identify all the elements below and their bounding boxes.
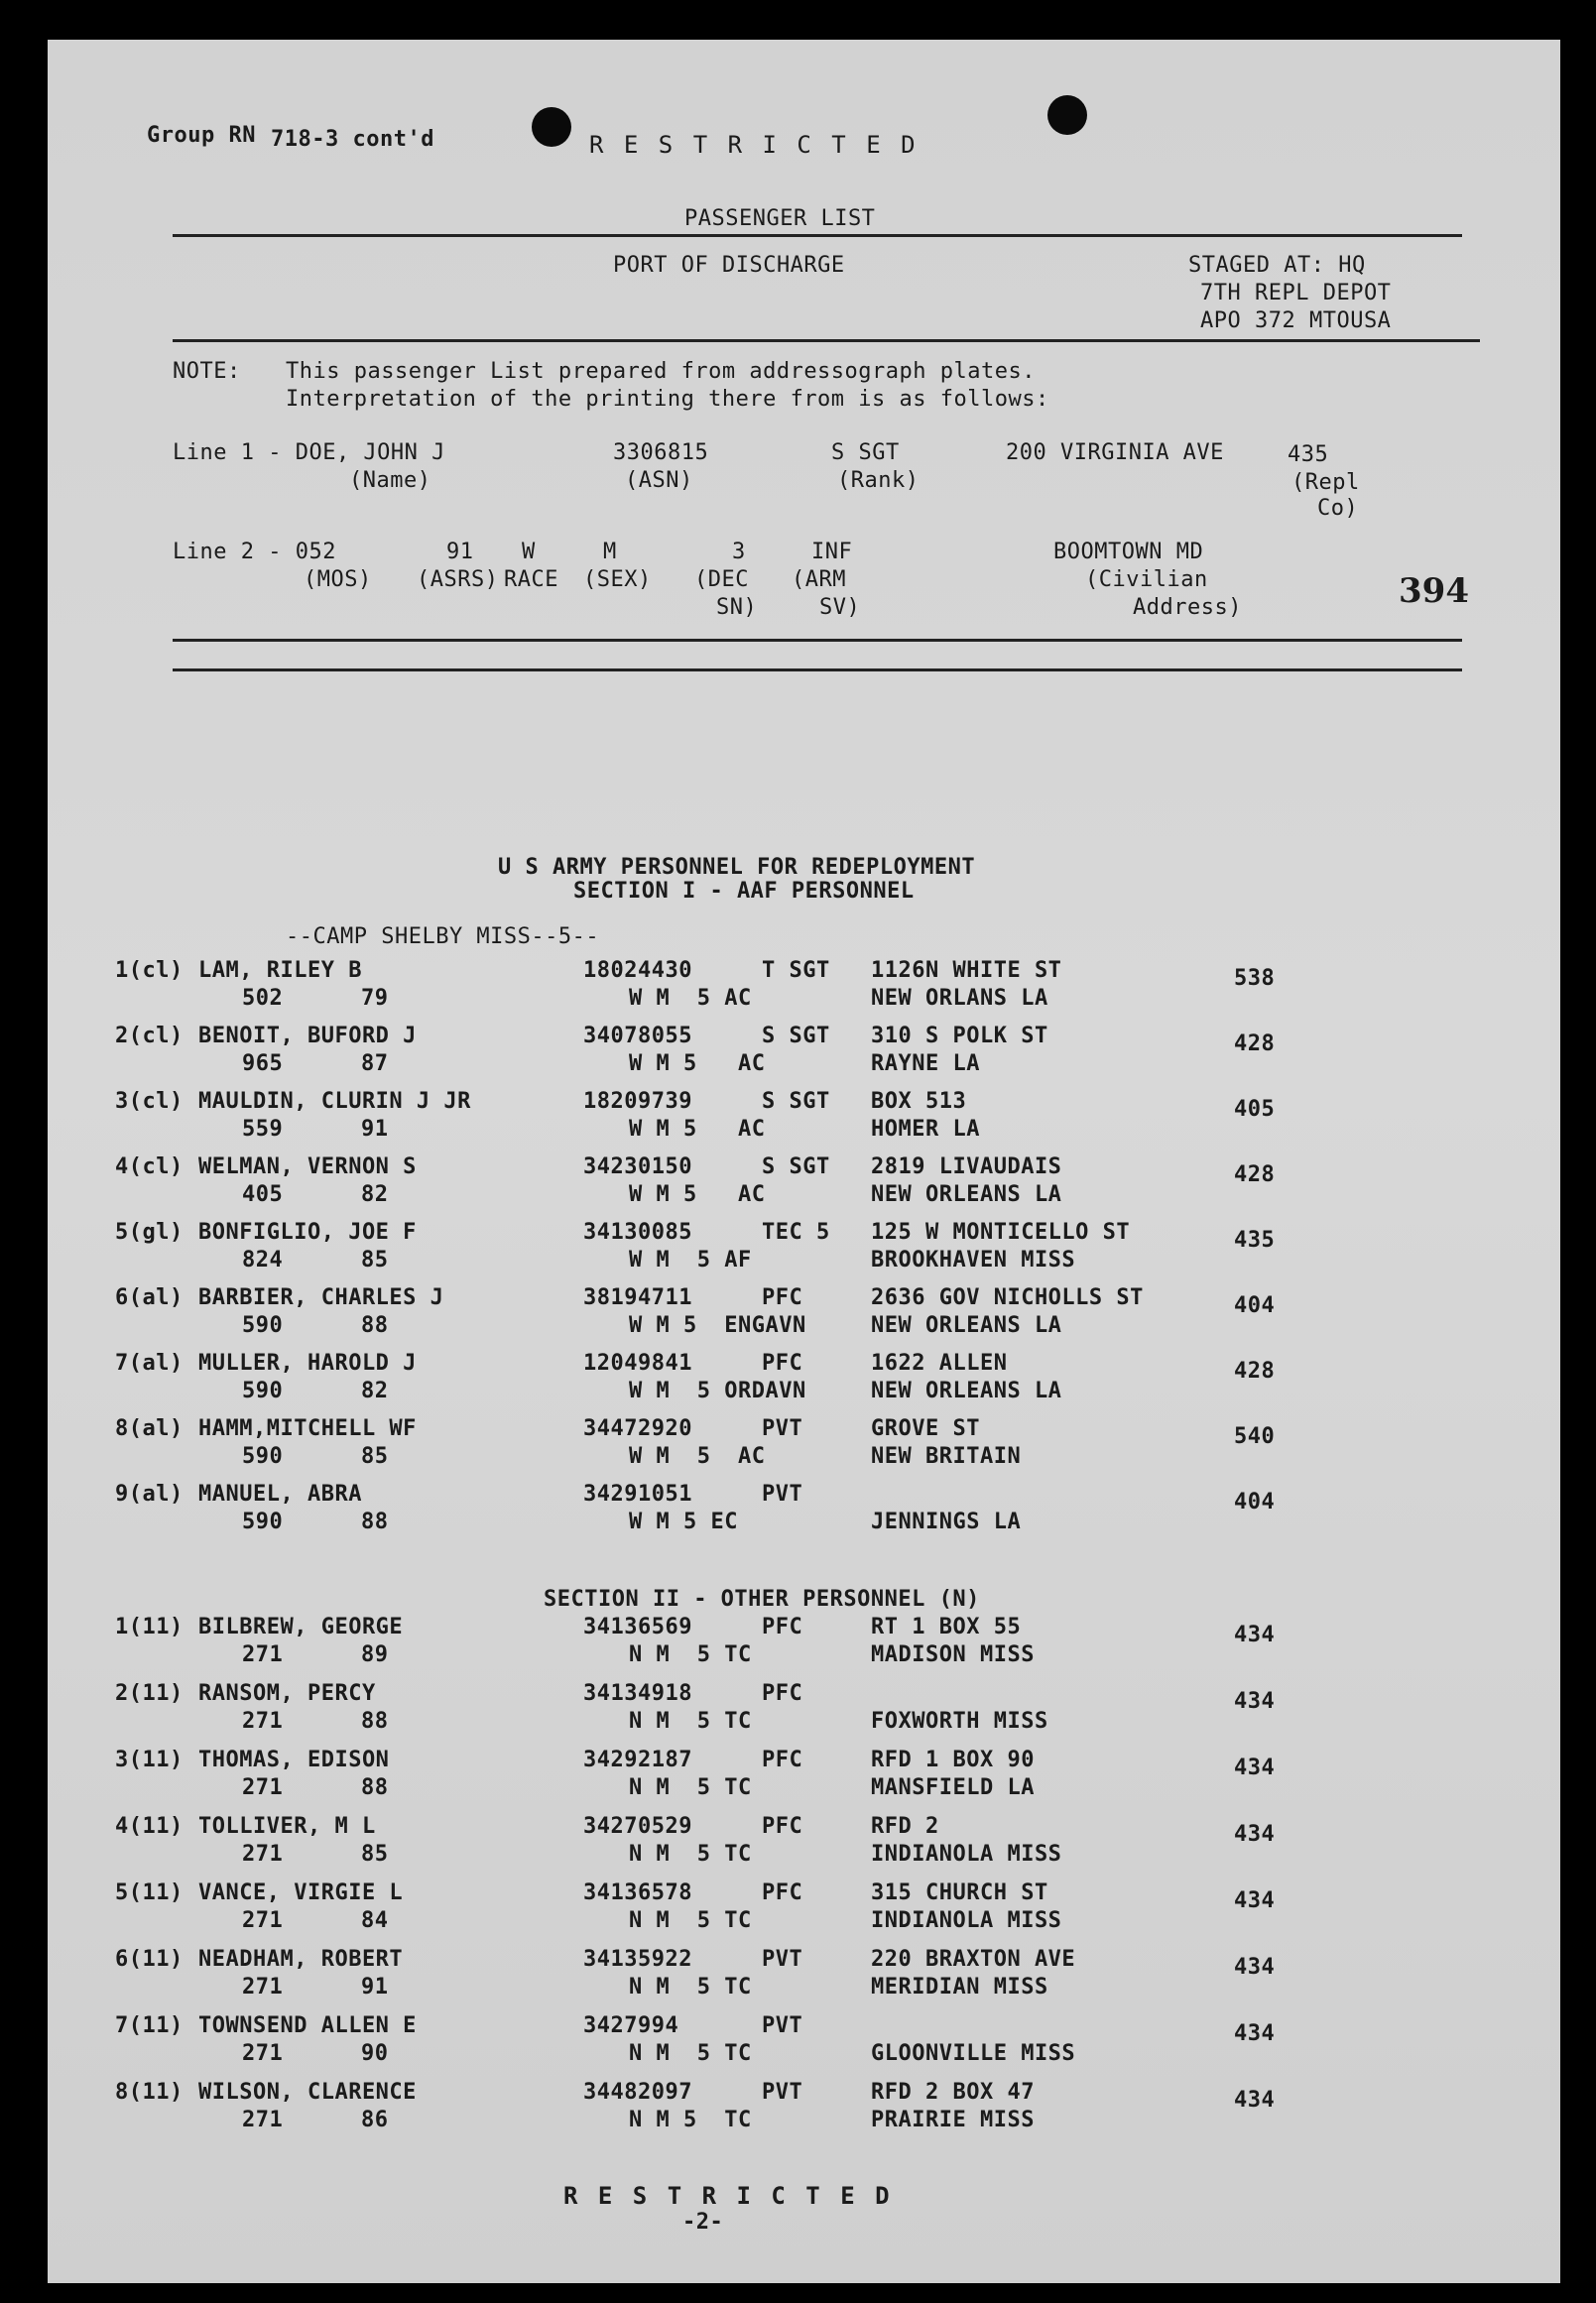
- cell-asn: 18209739: [583, 1089, 692, 1114]
- cell-addr2: RAYNE LA: [871, 1051, 980, 1076]
- cell-repl: 434: [1234, 1623, 1276, 1647]
- cell-no: 2(cl): [115, 1024, 184, 1048]
- cell-asrs: 91: [361, 1975, 389, 2000]
- cell-rank: PVT: [762, 1482, 803, 1507]
- cell-no: 1(11): [115, 1615, 184, 1639]
- cell-addr1: BOX 513: [871, 1089, 967, 1114]
- cell-asrs: 79: [361, 986, 389, 1011]
- example-dec-caption-1: (DEC: [694, 567, 749, 592]
- cell-mos: 590: [242, 1444, 284, 1469]
- cell-addr1: 2636 GOV NICHOLLS ST: [871, 1285, 1144, 1310]
- punch-hole-left: [532, 107, 571, 147]
- cell-asn: 18024430: [583, 958, 692, 983]
- example-address: 200 VIRGINIA AVE: [1006, 440, 1224, 465]
- cell-codes: N M 5 TC: [629, 1908, 752, 1933]
- cell-no: 4(11): [115, 1814, 184, 1839]
- cell-repl: 434: [1234, 2021, 1276, 2046]
- cell-asn: 34482097: [583, 2080, 692, 2105]
- cell-addr1: RT 1 BOX 55: [871, 1615, 1022, 1639]
- cell-asn: 34135922: [583, 1947, 692, 1972]
- cell-asn: 34078055: [583, 1024, 692, 1048]
- example-race: W: [522, 540, 536, 564]
- cell-addr2: INDIANOLA MISS: [871, 1842, 1062, 1867]
- cell-rank: PVT: [762, 2080, 803, 2105]
- cell-codes: N M 5 TC: [629, 1709, 752, 1734]
- example-asn: 3306815: [613, 440, 709, 465]
- cell-name: LAM, RILEY B: [198, 958, 362, 983]
- cell-no: 3(11): [115, 1748, 184, 1772]
- punch-hole-right: [1047, 95, 1087, 135]
- cell-rank: T SGT: [762, 958, 830, 983]
- cell-mos: 965: [242, 1051, 284, 1076]
- cell-addr2: NEW ORLANS LA: [871, 986, 1048, 1011]
- cell-addr2: MERIDIAN MISS: [871, 1975, 1048, 2000]
- cell-codes: W M 5 AC: [629, 1444, 766, 1469]
- cell-addr2: INDIANOLA MISS: [871, 1908, 1062, 1933]
- cell-asrs: 85: [361, 1444, 389, 1469]
- cell-addr1: RFD 2 BOX 47: [871, 2080, 1035, 2105]
- cell-addr1: RFD 2: [871, 1814, 939, 1839]
- section-heading-main: U S ARMY PERSONNEL FOR REDEPLOYMENT: [498, 855, 976, 880]
- cell-name: RANSOM, PERCY: [198, 1681, 376, 1706]
- cell-no: 1(cl): [115, 958, 184, 983]
- cell-repl: 434: [1234, 1888, 1276, 1913]
- cell-codes: N M 5 TC: [629, 2108, 752, 2132]
- cell-name: HAMM,MITCHELL WF: [198, 1416, 417, 1441]
- staged-at-line3: APO 372 MTOUSA: [1200, 308, 1392, 333]
- cell-repl: 405: [1234, 1097, 1276, 1122]
- cell-codes: W M 5 EC: [629, 1510, 738, 1534]
- cell-repl: 404: [1234, 1490, 1276, 1515]
- note-rule-1: [173, 639, 1462, 642]
- note-line-b: Interpretation of the printing there from is as follows:: [286, 387, 1049, 412]
- cell-asn: 34270529: [583, 1814, 692, 1839]
- cell-no: 4(cl): [115, 1154, 184, 1179]
- cell-addr1: 1622 ALLEN: [871, 1351, 1008, 1376]
- cell-addr2: NEW ORLEANS LA: [871, 1182, 1062, 1207]
- cell-mos: 271: [242, 1709, 284, 1734]
- cell-codes: N M 5 TC: [629, 1775, 752, 1800]
- cell-addr2: MANSFIELD LA: [871, 1775, 1035, 1800]
- cell-name: BONFIGLIO, JOE F: [198, 1220, 417, 1245]
- cell-mos: 405: [242, 1182, 284, 1207]
- cell-asn: 34130085: [583, 1220, 692, 1245]
- cell-asn: 34472920: [583, 1416, 692, 1441]
- cell-repl: 434: [1234, 1955, 1276, 1980]
- cell-addr1: 2819 LIVAUDAIS: [871, 1154, 1062, 1179]
- cell-no: 6(al): [115, 1285, 184, 1310]
- cell-repl: 540: [1234, 1424, 1276, 1449]
- cell-rank: PVT: [762, 1416, 803, 1441]
- cell-mos: 590: [242, 1313, 284, 1338]
- note-rule-2: [173, 668, 1462, 671]
- cell-name: VANCE, VIRGIE L: [198, 1880, 404, 1905]
- cell-codes: W M 5 AC: [629, 1182, 766, 1207]
- cell-rank: PVT: [762, 2013, 803, 2038]
- cell-codes: N M 5 TC: [629, 1842, 752, 1867]
- cell-addr1: 1126N WHITE ST: [871, 958, 1062, 983]
- cell-addr1: 310 S POLK ST: [871, 1024, 1048, 1048]
- cell-mos: 271: [242, 1642, 284, 1667]
- example-arm-caption-2: SV): [819, 595, 861, 620]
- example-asrs: 91: [446, 540, 474, 564]
- cell-rank: PFC: [762, 1880, 803, 1905]
- cell-mos: 824: [242, 1248, 284, 1273]
- cell-codes: W M 5 AC: [629, 1051, 766, 1076]
- cell-rank: PFC: [762, 1285, 803, 1310]
- cell-no: 5(11): [115, 1880, 184, 1905]
- example-civil-caption-2: Address): [1133, 595, 1242, 620]
- example-race-caption: RACE: [504, 567, 558, 592]
- restricted-header: R E S T R I C T E D: [589, 131, 919, 159]
- cell-repl: 404: [1234, 1293, 1276, 1318]
- cell-repl: 538: [1234, 966, 1276, 991]
- cell-repl: 434: [1234, 1689, 1276, 1714]
- camp-label: --CAMP SHELBY MISS--5--: [286, 924, 600, 949]
- cell-no: 7(al): [115, 1351, 184, 1376]
- cell-codes: W M 5 ORDAVN: [629, 1379, 806, 1403]
- cell-repl: 435: [1234, 1228, 1276, 1253]
- cell-addr2: NEW BRITAIN: [871, 1444, 1022, 1469]
- handwritten-sheet-number: 394: [1399, 571, 1469, 611]
- cell-mos: 271: [242, 1908, 284, 1933]
- example-arm-caption-1: (ARM: [792, 567, 846, 592]
- cell-no: 6(11): [115, 1947, 184, 1972]
- cell-name: WILSON, CLARENCE: [198, 2080, 417, 2105]
- example-mos-caption: (MOS): [304, 567, 372, 592]
- cell-codes: W M 5 AF: [629, 1248, 752, 1273]
- cell-asrs: 82: [361, 1182, 389, 1207]
- staged-at-line2: 7TH REPL DEPOT: [1200, 281, 1392, 305]
- cell-no: 9(al): [115, 1482, 184, 1507]
- cell-codes: N M 5 TC: [629, 2041, 752, 2066]
- cell-repl: 428: [1234, 1031, 1276, 1056]
- cell-mos: 271: [242, 1842, 284, 1867]
- section1-title: SECTION I - AAF PERSONNEL: [573, 879, 915, 904]
- example-civil-address: BOOMTOWN MD: [1053, 540, 1204, 564]
- document-page: [48, 40, 1560, 2283]
- cell-name: BENOIT, BUFORD J: [198, 1024, 417, 1048]
- cell-rank: S SGT: [762, 1089, 830, 1114]
- cell-addr1: 220 BRAXTON AVE: [871, 1947, 1076, 1972]
- group-number: 718-3 cont'd: [271, 127, 434, 152]
- cell-rank: S SGT: [762, 1024, 830, 1048]
- cell-asn: 34230150: [583, 1154, 692, 1179]
- example-asrs-caption: (ASRS): [417, 567, 499, 592]
- cell-asrs: 86: [361, 2108, 389, 2132]
- cell-codes: W M 5 ENGAVN: [629, 1313, 806, 1338]
- cell-name: MANUEL, ABRA: [198, 1482, 362, 1507]
- cell-mos: 559: [242, 1117, 284, 1142]
- cell-name: TOWNSEND ALLEN E: [198, 2013, 417, 2038]
- cell-no: 2(11): [115, 1681, 184, 1706]
- cell-no: 3(cl): [115, 1089, 184, 1114]
- cell-addr2: PRAIRIE MISS: [871, 2108, 1035, 2132]
- cell-asn: 3427994: [583, 2013, 679, 2038]
- cell-rank: PFC: [762, 1351, 803, 1376]
- cell-addr2: NEW ORLEANS LA: [871, 1313, 1062, 1338]
- cell-asrs: 89: [361, 1642, 389, 1667]
- cell-codes: N M 5 TC: [629, 1642, 752, 1667]
- cell-asrs: 90: [361, 2041, 389, 2066]
- cell-mos: 590: [242, 1510, 284, 1534]
- cell-codes: N M 5 TC: [629, 1975, 752, 2000]
- cell-mos: 271: [242, 2041, 284, 2066]
- cell-name: TOLLIVER, M L: [198, 1814, 376, 1839]
- cell-asrs: 88: [361, 1775, 389, 1800]
- cell-asn: 34134918: [583, 1681, 692, 1706]
- cell-no: 8(11): [115, 2080, 184, 2105]
- cell-asrs: 88: [361, 1709, 389, 1734]
- cell-addr2: JENNINGS LA: [871, 1510, 1022, 1534]
- cell-asn: 34292187: [583, 1748, 692, 1772]
- cell-name: NEADHAM, ROBERT: [198, 1947, 404, 1972]
- cell-asn: 34136578: [583, 1880, 692, 1905]
- example-name-caption: (Name): [349, 468, 431, 493]
- cell-no: 8(al): [115, 1416, 184, 1441]
- cell-repl: 434: [1234, 1822, 1276, 1847]
- cell-repl: 428: [1234, 1359, 1276, 1384]
- cell-name: THOMAS, EDISON: [198, 1748, 390, 1772]
- cell-repl: 434: [1234, 2088, 1276, 2113]
- header-rule-1: [173, 234, 1462, 237]
- cell-no: 5(gl): [115, 1220, 184, 1245]
- restricted-footer: R E S T R I C T E D: [563, 2182, 893, 2210]
- cell-asrs: 85: [361, 1248, 389, 1273]
- cell-rank: S SGT: [762, 1154, 830, 1179]
- cell-repl: 428: [1234, 1162, 1276, 1187]
- cell-addr1: GROVE ST: [871, 1416, 980, 1441]
- cell-name: BARBIER, CHARLES J: [198, 1285, 444, 1310]
- cell-asn: 12049841: [583, 1351, 692, 1376]
- cell-addr2: MADISON MISS: [871, 1642, 1035, 1667]
- section2-title: SECTION II - OTHER PERSONNEL (N): [544, 1587, 980, 1612]
- example-asn-caption: (ASN): [625, 468, 693, 493]
- cell-addr2: GLOONVILLE MISS: [871, 2041, 1076, 2066]
- cell-asrs: 85: [361, 1842, 389, 1867]
- cell-addr1: 315 CHURCH ST: [871, 1880, 1048, 1905]
- header-rule-2: [173, 339, 1480, 342]
- cell-rank: PFC: [762, 1615, 803, 1639]
- cell-asrs: 88: [361, 1313, 389, 1338]
- cell-codes: W M 5 AC: [629, 1117, 766, 1142]
- cell-asrs: 91: [361, 1117, 389, 1142]
- cell-repl: 434: [1234, 1756, 1276, 1780]
- cell-asrs: 82: [361, 1379, 389, 1403]
- note-line-a: This passenger List prepared from addressograph plates.: [286, 359, 1036, 384]
- cell-addr2: BROOKHAVEN MISS: [871, 1248, 1076, 1273]
- cell-mos: 590: [242, 1379, 284, 1403]
- cell-addr2: HOMER LA: [871, 1117, 980, 1142]
- example-civil-caption-1: (Civilian: [1085, 567, 1208, 592]
- cell-asrs: 84: [361, 1908, 389, 1933]
- page-title: PASSENGER LIST: [684, 206, 876, 231]
- example-sex: M: [603, 540, 617, 564]
- example-rank: S SGT: [831, 440, 900, 465]
- cell-asrs: 88: [361, 1510, 389, 1534]
- cell-addr2: NEW ORLEANS LA: [871, 1379, 1062, 1403]
- cell-rank: PVT: [762, 1947, 803, 1972]
- example-repl-caption-2: Co): [1317, 496, 1359, 521]
- cell-rank: TEC 5: [762, 1220, 830, 1245]
- example-line1-label: Line 1 - DOE, JOHN J: [173, 440, 445, 465]
- cell-asn: 34136569: [583, 1615, 692, 1639]
- cell-rank: PFC: [762, 1681, 803, 1706]
- cell-rank: PFC: [762, 1814, 803, 1839]
- page-number: -2-: [682, 2210, 724, 2235]
- example-rank-caption: (Rank): [837, 468, 920, 493]
- cell-asn: 38194711: [583, 1285, 692, 1310]
- cell-addr2: FOXWORTH MISS: [871, 1709, 1048, 1734]
- cell-addr1: 125 W MONTICELLO ST: [871, 1220, 1131, 1245]
- cell-mos: 502: [242, 986, 284, 1011]
- cell-asrs: 87: [361, 1051, 389, 1076]
- cell-name: BILBREW, GEORGE: [198, 1615, 404, 1639]
- example-dec: 3: [732, 540, 746, 564]
- example-repl: 435: [1288, 442, 1329, 467]
- port-of-discharge: PORT OF DISCHARGE: [613, 253, 845, 278]
- note-label: NOTE:: [173, 359, 241, 384]
- cell-no: 7(11): [115, 2013, 184, 2038]
- example-arm: INF: [811, 540, 853, 564]
- cell-name: MAULDIN, CLURIN J JR: [198, 1089, 471, 1114]
- cell-mos: 271: [242, 1775, 284, 1800]
- example-dec-caption-2: SN): [716, 595, 758, 620]
- example-line2-label: Line 2 - 052: [173, 540, 336, 564]
- example-sex-caption: (SEX): [583, 567, 652, 592]
- cell-asn: 34291051: [583, 1482, 692, 1507]
- cell-codes: W M 5 AC: [629, 986, 752, 1011]
- staged-at-line1: STAGED AT: HQ: [1188, 253, 1366, 278]
- group-label: Group RN: [147, 123, 256, 148]
- cell-rank: PFC: [762, 1748, 803, 1772]
- cell-mos: 271: [242, 2108, 284, 2132]
- cell-name: WELMAN, VERNON S: [198, 1154, 417, 1179]
- example-repl-caption-1: (Repl: [1291, 470, 1360, 495]
- cell-mos: 271: [242, 1975, 284, 2000]
- cell-name: MULLER, HAROLD J: [198, 1351, 417, 1376]
- cell-addr1: RFD 1 BOX 90: [871, 1748, 1035, 1772]
